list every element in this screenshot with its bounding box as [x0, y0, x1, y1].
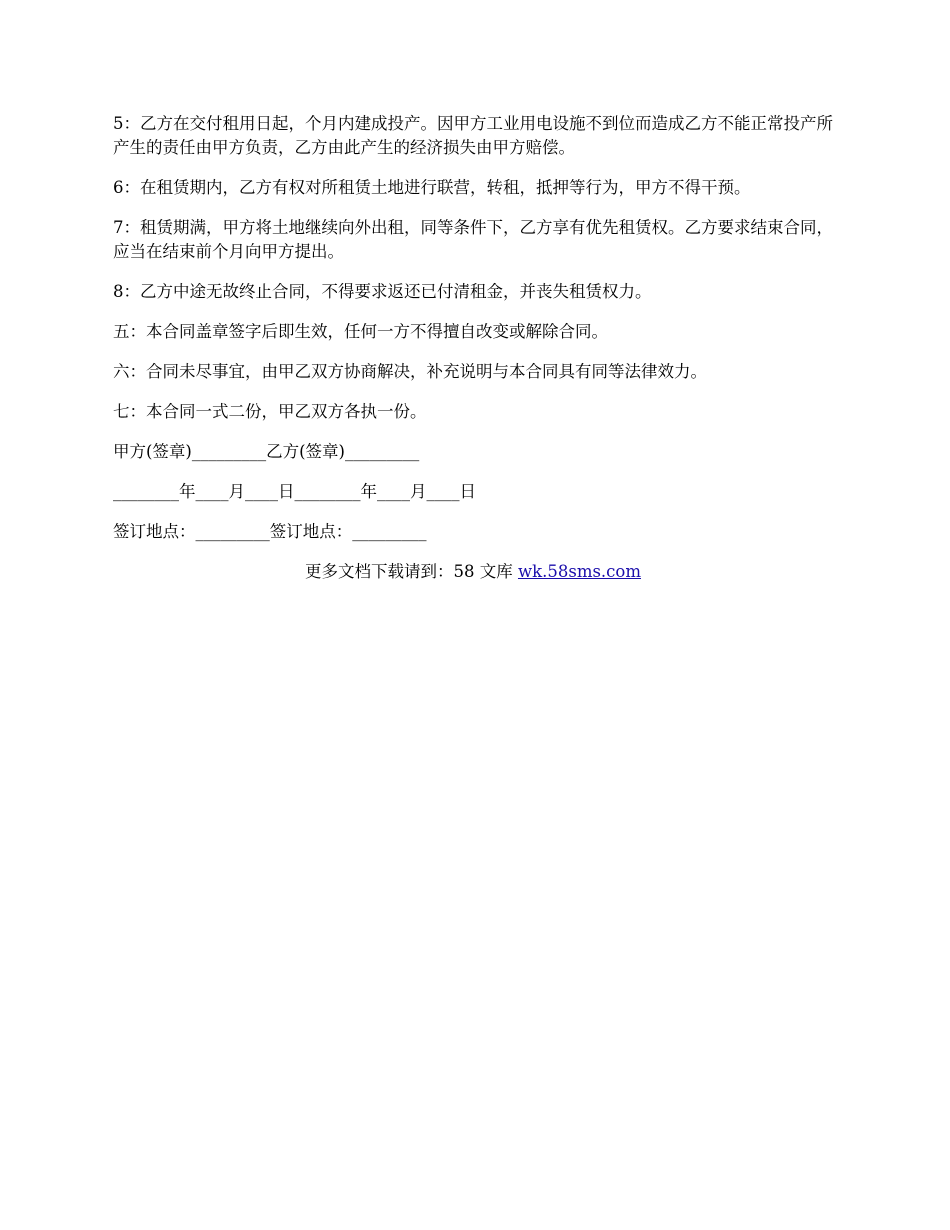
- clause-6: 6：在租赁期内，乙方有权对所租赁土地进行联营，转租，抵押等行为，甲方不得干预。: [113, 178, 751, 197]
- location-line: 签订地点：_________签订地点：_________: [113, 522, 427, 541]
- download-footer: [113, 560, 833, 584]
- date-line: ________年____月____日________年____月____日: [113, 482, 476, 501]
- signature-line: 甲方(签章)_________乙方(签章)_________: [113, 442, 420, 461]
- clause-5: 5：乙方在交付租用日起，个月内建成投产。因甲方工业用电设施不到位而造成乙方不能正常投产所产生的责任由甲方负责，乙方由此产生的经济损失由甲方赔偿。: [113, 114, 833, 157]
- footer-text: 更多文档下载请到：58 文库: [304, 562, 518, 581]
- article-7: 七：本合同一式二份，甲乙双方各执一份。: [113, 402, 427, 421]
- article-5: 五：本合同盖章签字后即生效，任何一方不得擅自改变或解除合同。: [113, 322, 608, 341]
- article-6: 六：合同未尽事宜，由甲乙双方协商解决，补充说明与本合同具有同等法律效力。: [113, 362, 707, 381]
- clause-7: 7：租赁期满，甲方将土地继续向外出租，同等条件下，乙方享有优先租赁权。乙方要求结束合同，应当在结束前个月向甲方提出。: [113, 218, 833, 261]
- footer-link[interactable]: wk.58sms.com: [517, 562, 641, 581]
- clause-8: 8：乙方中途无故终止合同，不得要求返还已付清租金，并丧失租赁权力。: [113, 282, 652, 301]
- document-page: [113, 112, 833, 584]
